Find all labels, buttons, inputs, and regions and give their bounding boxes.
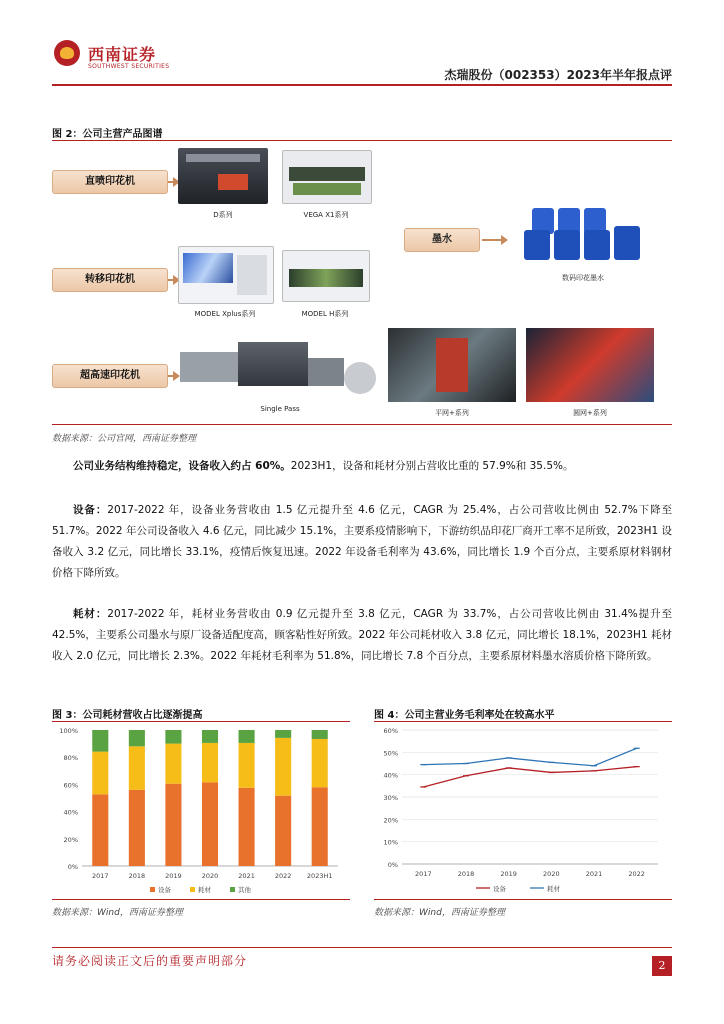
bar-segment [312,787,328,866]
figure3-title: 图 3：公司耗材营收占比逐渐提高 [52,710,203,721]
x-tick-label: 2021 [238,872,255,880]
paragraph-equipment-lead: 设备： [73,504,108,516]
bar-segment [239,788,255,866]
ink-label: 墨水 [404,228,480,252]
arrow-icon [168,181,174,183]
legend-label: 设备 [493,885,506,893]
product-label-single-pass: Single Pass [260,405,300,413]
x-tick-label: 2017 [415,870,432,878]
footer-divider [52,947,672,948]
legend-label: 其他 [238,886,251,894]
paragraph-consumables [52,604,672,667]
figure4-source: 数据来源：Wind，西南证券整理 [374,908,505,918]
x-tick-label: 2020 [201,872,219,880]
legend-label: 耗材 [547,885,560,893]
figure3-chart [52,722,350,898]
figure3-bottom-divider [52,899,350,900]
y-tick-label: 20% [383,816,398,825]
y-tick-label: 20% [63,835,78,844]
arrow-icon [168,279,174,281]
product-image-flat-screen [388,328,516,402]
figure2-source: 数据来源：公司官网，西南证券整理 [52,434,197,444]
x-tick-label: 2019 [165,872,182,880]
y-tick-label: 80% [63,754,78,763]
legend-label: 耗材 [198,886,211,894]
series-line [423,748,636,765]
legend-swatch [190,887,195,892]
bar-segment [129,790,145,866]
bar-segment [239,743,255,788]
header-divider [52,84,672,86]
figure4-title: 图 4：公司主营业务毛利率处在较高水平 [374,710,555,721]
paragraph-structure-body: 2023H1，设备和耗材分别占营收比重的 57.9%和 35.5%。 [290,460,574,472]
product-label-vega-x1: VEGA X1系列 [303,211,349,219]
arrow-icon [168,375,174,377]
x-tick-label: 2020 [543,870,560,878]
arrow-icon [482,239,502,241]
figure2-title: 图 2：公司主营产品图谱 [52,129,163,140]
y-tick-label: 60% [383,727,398,735]
bar-segment [165,730,181,744]
y-tick-label: 30% [383,794,398,802]
figure3-source: 数据来源：Wind，西南证券整理 [52,908,183,918]
figure4-chart [374,722,672,898]
product-image-rotary-screen [526,328,654,402]
product-label-d-series: D系列 [213,211,233,219]
bar-segment [312,739,328,787]
product-image-vega-x1 [282,150,372,204]
y-tick-label: 0% [387,861,398,869]
x-tick-label: 2023H1 [306,872,333,880]
bar-segment [92,730,108,752]
product-image-ink-containers [524,204,642,262]
x-tick-label: 2017 [92,872,109,880]
legend-label: 设备 [158,886,171,894]
bar-segment [92,752,108,795]
x-tick-label: 2022 [628,870,645,878]
product-image-model-xplus [178,246,274,304]
product-image-single-pass [180,332,380,398]
bar-segment [202,743,218,782]
paragraph-structure [52,456,672,477]
company-logo-icon [54,40,80,66]
product-label-model-xplus: MODEL Xplus系列 [194,310,256,318]
figure2-bottom-divider [52,424,672,425]
bar-segment [275,796,291,866]
series-line [423,767,636,787]
product-image-d-series [178,148,268,204]
report-title: 杰瑞股份（002353）2023年半年报点评 [444,68,672,82]
x-tick-label: 2019 [500,870,517,878]
figure4-bottom-divider [374,899,672,900]
bar-segment [202,730,218,743]
bar-segment [165,784,181,866]
bar-segment [165,744,181,784]
product-image-model-h [282,250,370,302]
bar-segment [92,794,108,866]
bar-segment [275,730,291,738]
product-label-flat-screen: 平网+系列 [435,409,469,417]
bar-segment [129,746,145,790]
product-label-rotary-screen: 圆网+系列 [573,409,607,417]
x-tick-label: 2021 [585,870,603,878]
product-label-model-h: MODEL H系列 [301,310,349,318]
x-tick-label: 2018 [457,870,475,878]
x-tick-label: 2022 [274,872,292,880]
paragraph-consumables-lead: 耗材： [73,608,108,620]
footer-notice: 请务必阅读正文后的重要声明部分 [52,954,248,968]
paragraph-equipment [52,500,672,584]
y-tick-label: 40% [383,771,398,780]
y-tick-label: 10% [383,838,398,847]
x-tick-label: 2018 [128,872,146,880]
product-label-ink: 数码印花墨水 [562,274,604,282]
page-number: 2 [652,956,672,976]
y-tick-label: 100% [59,727,78,735]
bar-segment [312,730,328,739]
bar-segment [202,782,218,866]
legend-swatch [150,887,155,892]
legend-swatch [230,887,235,892]
y-tick-label: 50% [383,749,398,758]
paragraph-consumables-body: 2017-2022 年，耗材业务营收由 0.9 亿元提升至 3.8 亿元，CAGR 为 33.7%，占公司营收比例由 31.4%提升至 42.5%，主要系公司墨水与原厂设备适配度高，顾客粘性好所致。2022 年公司耗材收入 3.8 亿元，同比增长 18.1%，2023H1 耗材收入 2.0 亿元，同比增长 2.3%。2022 年耗材毛利率为 51.8%，同比增长 7.8 个百分点，主要系原材料墨水溶质价格下降所致。 [52,608,672,662]
bar-segment [275,738,291,796]
y-tick-label: 40% [63,808,78,817]
y-tick-label: 60% [63,781,78,790]
logo-text: 西南证券 [88,45,157,64]
bar-segment [129,730,145,746]
series-single-pass: 超高速印花机 [52,364,168,388]
figure2-divider [52,140,672,141]
series-direct-jet: 直喷印花机 [52,170,168,194]
bar-segment [239,730,255,743]
y-tick-label: 0% [67,863,78,871]
series-transfer: 转移印花机 [52,268,168,292]
paragraph-equipment-body: 2017-2022 年，设备业务营收由 1.5 亿元提升至 4.6 亿元，CAGR 为 25.4%，占公司营收比例由 52.7%下降至 51.7%。2022 年公司设备收入 4.6 亿元，同比减少 15.1%，主要系疫情影响下，下游纺织品印花厂商开工率不足所致，2023H1 设备收入 3.2 亿元，同比增长 33.1%，疫情后恢复迅速。2022 年设备毛利率为 43.6%，同比增长 1.9 个百分点，主要系原材料钢材价格下降所致。 [52,504,672,579]
logo-subtext: SOUTHWEST SECURITIES [88,63,170,70]
paragraph-structure-lead: 公司业务结构维持稳定，设备收入约占 60%。 [73,460,291,472]
